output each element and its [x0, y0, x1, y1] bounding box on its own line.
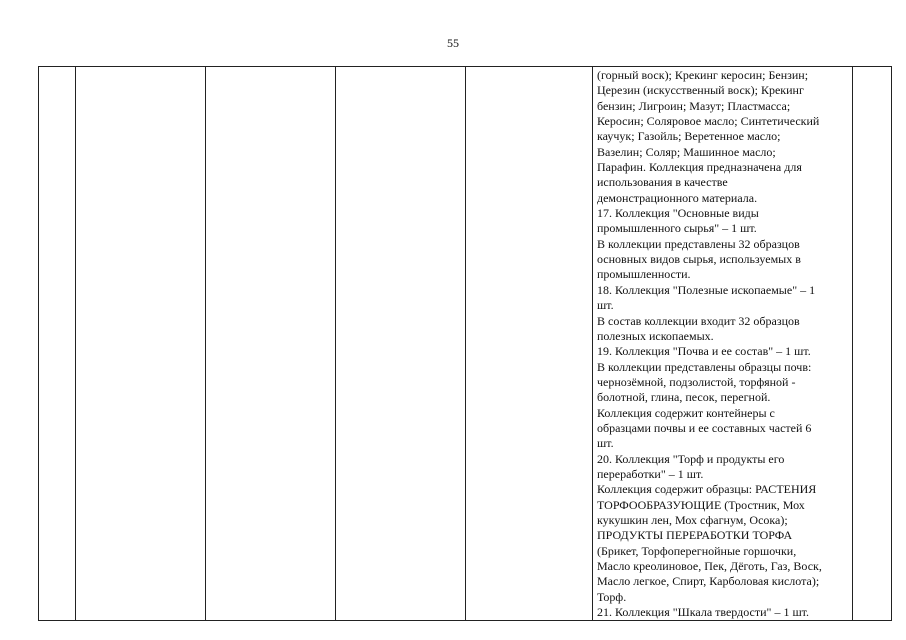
- description-line: Коллекция содержит контейнеры с: [597, 405, 775, 420]
- description-line: Церезин (искусственный воск); Крекинг: [597, 83, 804, 98]
- description-line: Вазелин; Соляр; Машинное масло;: [597, 144, 776, 159]
- description-line: В коллекции представлены 32 образцов: [597, 236, 800, 251]
- table-cell-empty-3: [336, 67, 466, 621]
- table-cell-description: [593, 67, 853, 621]
- description-line: каучук; Газойль; Веретенное масло;: [597, 129, 781, 144]
- table-cell-index: [39, 67, 76, 621]
- page-number: 55: [447, 36, 459, 50]
- description-line: ТОРФООБРАЗУЮЩИЕ (Тростник, Мох: [597, 497, 805, 512]
- table-cell-empty-2: [206, 67, 336, 621]
- equipment-table: [38, 66, 892, 621]
- description-line: Масло креолиновое, Пек, Дёготь, Газ, Воск,: [597, 559, 822, 573]
- description-line: полезных ископаемых.: [597, 328, 714, 343]
- description-line: кукушкин лен, Мох сфагнум, Осока);: [597, 512, 788, 527]
- description-line: (горный воск); Крекинг керосин; Бензин;: [597, 68, 809, 82]
- description-line: болотной, глина, песок, перегной.: [597, 390, 771, 405]
- description-line: переработки" – 1 шт.: [597, 466, 704, 481]
- description-line: демонстрационного материала.: [597, 190, 758, 205]
- description-line: (Брикет, Торфоперегнойные горшочки,: [597, 543, 797, 558]
- description-line: 21. Коллекция "Шкала твердости" – 1 шт.: [597, 605, 810, 620]
- description-line: В коллекции представлены образцы почв:: [597, 359, 812, 374]
- table-cell-last: [853, 67, 892, 621]
- description-line: промышленности.: [597, 267, 691, 282]
- table-cell-empty-4: [466, 67, 593, 621]
- table-cell-empty-1: [76, 67, 206, 621]
- description-line: ПРОДУКТЫ ПЕРЕРАБОТКИ ТОРФА: [597, 528, 793, 543]
- description-line: Масло легкое, Спирт, Карболовая кислота);: [597, 574, 820, 589]
- description-line: бензин; Лигроин; Мазут; Пластмасса;: [597, 98, 791, 113]
- description-line: Торф.: [597, 589, 627, 604]
- table-row: [39, 67, 892, 621]
- description-line: образцами почвы и ее составных частей 6: [597, 420, 812, 435]
- description-line: 19. Коллекция "Почва и ее состав" – 1 шт.: [597, 344, 811, 359]
- description-line: 20. Коллекция "Торф и продукты его: [597, 451, 785, 466]
- description-line: 18. Коллекция "Полезные ископаемые" – 1: [597, 282, 816, 297]
- description-line: шт.: [597, 436, 614, 451]
- description-line: 17. Коллекция "Основные виды: [597, 206, 759, 221]
- description-text: [597, 68, 850, 620]
- description-line: В состав коллекции входит 32 образцов: [597, 313, 800, 328]
- description-line: шт.: [597, 298, 614, 313]
- description-line: Коллекция содержит образцы: РАСТЕНИЯ: [597, 482, 817, 497]
- description-line: использования в качестве: [597, 175, 728, 190]
- description-line: Керосин; Соляровое масло; Синтетический: [597, 114, 820, 129]
- description-line: Парафин. Коллекция предназначена для: [597, 160, 802, 175]
- description-line: основных видов сырья, используемых в: [597, 252, 801, 267]
- description-line: промышленного сырья" – 1 шт.: [597, 221, 757, 236]
- description-line: чернозёмной, подзолистой, торфяной -: [597, 374, 796, 389]
